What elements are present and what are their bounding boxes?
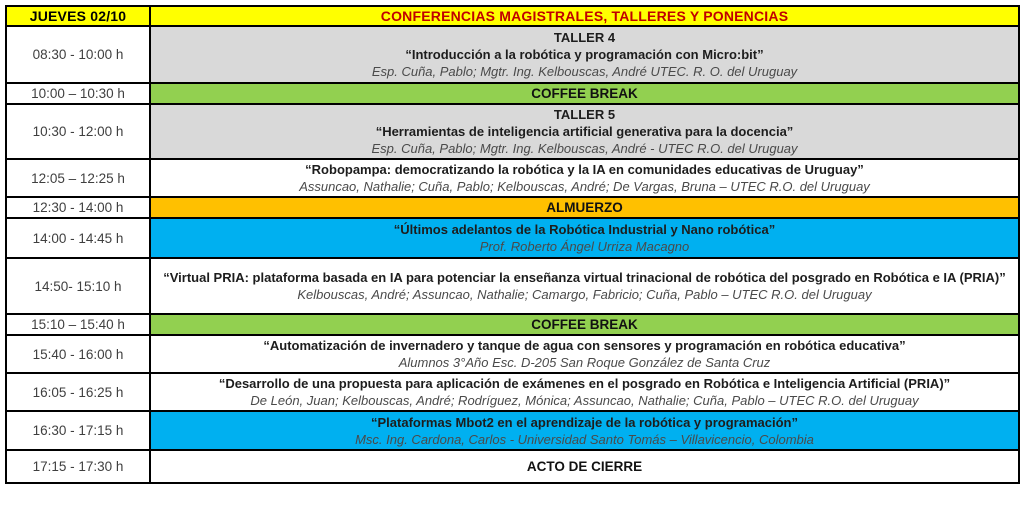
session-title: “Introducción a la robótica y programación con Micro:bit” [405, 47, 764, 62]
time-cell: 15:10 – 15:40 h [6, 314, 150, 335]
session-title: “Automatización de invernadero y tanque de agua con sensores y programación en robótica educativa” [263, 338, 906, 353]
session-cell [150, 373, 1019, 411]
session-cell [150, 218, 1019, 258]
session-row-virtual-pria [6, 258, 1019, 314]
session-row-invernadero [6, 335, 1019, 373]
session-row-robopampa [6, 159, 1019, 197]
banner-label: COFFEE BREAK [531, 86, 638, 101]
banner-row-closing [6, 450, 1019, 483]
session-row-examenes-pria [6, 373, 1019, 411]
page-title: CONFERENCIAS MAGISTRALES, TALLERES Y PONENCIAS [150, 6, 1019, 26]
header-row [6, 6, 1019, 26]
time-cell: 16:30 - 17:15 h [6, 411, 150, 450]
day-date-header: JUEVES 02/10 [6, 6, 150, 26]
time-cell: 08:30 - 10:00 h [6, 26, 150, 83]
time-cell: 15:40 - 16:00 h [6, 335, 150, 373]
session-cell [150, 26, 1019, 83]
session-title: “Plataformas Mbot2 en el aprendizaje de la robótica y programación” [371, 414, 798, 430]
banner-row-coffee-2 [6, 314, 1019, 335]
session-cell [150, 335, 1019, 373]
session-title: “Últimos adelantos de la Robótica Industrial y Nano robótica” [393, 222, 776, 237]
banner-cell [150, 314, 1019, 335]
session-speakers: Msc. Ing. Cardona, Carlos - Universidad Santo Tomás – Villavicencio, Colombia [355, 431, 814, 447]
time-cell: 17:15 - 17:30 h [6, 450, 150, 483]
session-row-taller4 [6, 26, 1019, 83]
banner-label: COFFEE BREAK [531, 317, 638, 332]
session-speakers: Assuncao, Nathalie; Cuña, Pablo; Kelbouscas, André; De Vargas, Bruna – UTEC R.O. del Uruguay [299, 179, 870, 194]
banner-cell [150, 83, 1019, 104]
session-title: “Virtual PRIA: plataforma basada en IA para potenciar la enseñanza virtual trinacional de robótica del posgrado en Robótica e IA (PRIA)” [163, 270, 1006, 285]
session-cell [150, 104, 1019, 159]
session-cell [150, 159, 1019, 197]
session-title: “Robopampa: democratizando la robótica y la IA en comunidades educativas de Uruguay” [305, 162, 864, 177]
session-title: “Desarrollo de una propuesta para aplicación de exámenes en el posgrado en Robótica e Inteligencia Artificial (PRIA)” [218, 376, 951, 391]
session-speakers: Esp. Cuña, Pablo; Mgtr. Ing. Kelbouscas, André - UTEC R.O. del Uruguay [371, 141, 798, 156]
session-row-mbot2 [6, 411, 1019, 450]
session-heading: TALLER 4 [553, 30, 616, 45]
time-cell: 14:00 - 14:45 h [6, 218, 150, 258]
banner-cell [150, 450, 1019, 483]
session-speakers: Esp. Cuña, Pablo; Mgtr. Ing. Kelbouscas, André UTEC. R. O. del Uruguay [371, 64, 798, 79]
session-cell [150, 258, 1019, 314]
session-row-keynote-urriza [6, 218, 1019, 258]
schedule-table [5, 5, 1020, 484]
banner-label: ACTO DE CIERRE [526, 459, 643, 474]
time-cell: 10:30 - 12:00 h [6, 104, 150, 159]
session-speakers: Kelbouscas, André; Assuncao, Nathalie; Camargo, Fabricio; Cuña, Pablo – UTEC R.O. del Uruguay [297, 287, 872, 302]
banner-row-lunch [6, 197, 1019, 218]
banner-label: ALMUERZO [546, 200, 623, 215]
time-cell: 10:00 – 10:30 h [6, 83, 150, 104]
session-cell [150, 411, 1019, 450]
session-heading: TALLER 5 [553, 107, 616, 122]
session-speakers: Prof. Roberto Ángel Urriza Macagno [479, 239, 690, 254]
session-title: “Herramientas de inteligencia artificial generativa para la docencia” [375, 124, 794, 139]
banner-row-coffee-1 [6, 83, 1019, 104]
time-cell: 12:30 - 14:00 h [6, 197, 150, 218]
session-speakers: Alumnos 3°Año Esc. D-205 San Roque González de Santa Cruz [398, 355, 771, 370]
session-speakers: De León, Juan; Kelbouscas, André; Rodríguez, Mónica; Assuncao, Nathalie; Cuña, Pablo – UTEC R.O. del Uruguay [250, 393, 919, 408]
time-cell: 16:05 - 16:25 h [6, 373, 150, 411]
time-cell: 12:05 – 12:25 h [6, 159, 150, 197]
banner-cell [150, 197, 1019, 218]
session-row-taller5 [6, 104, 1019, 159]
time-cell: 14:50- 15:10 h [6, 258, 150, 314]
